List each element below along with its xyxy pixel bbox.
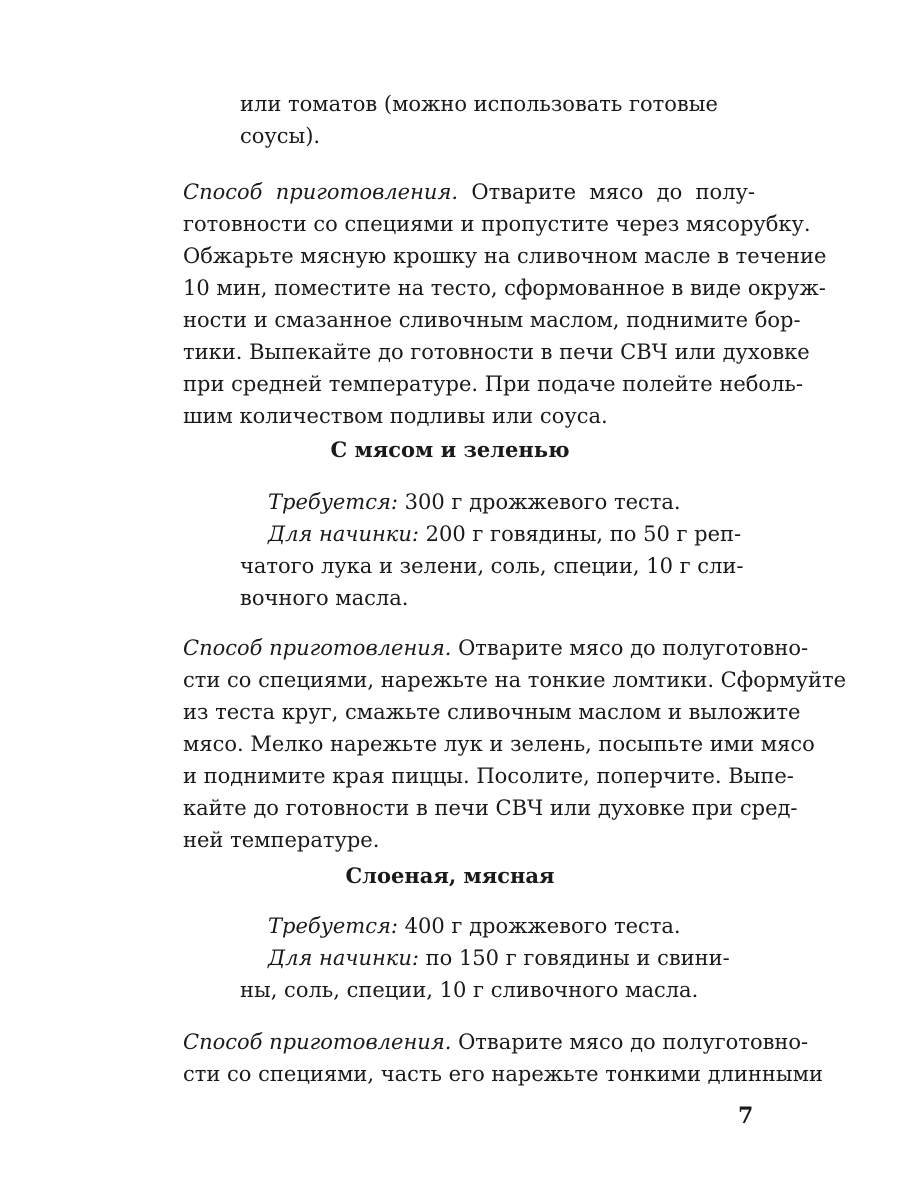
method-label: Способ приготовления. (183, 636, 452, 660)
method-paragraph-line: тики. Выпекайте до готовности в печи СВЧ или духовке (183, 340, 810, 364)
recipe-title: Слоеная, мясная (345, 863, 555, 888)
method-paragraph-line: и поднимите края пиццы. Посолите, поперчите. Выпе- (183, 764, 794, 788)
required-label: Требуется: (268, 914, 398, 938)
required-line: Требуется: 400 г дрожжевого теста. (268, 914, 681, 938)
filling-line: Для начинки: 200 г говядины, по 50 г реп- (268, 522, 742, 546)
filling-line: ны, соль, специи, 10 г сливочного масла. (240, 978, 699, 1002)
ingredients-continuation-line: или томатов (можно использовать готовые (240, 92, 718, 116)
method-paragraph-line: Способ приготовления. Отварите мясо до полуготовно- (183, 636, 809, 660)
method-paragraph-line: 10 мин, поместите на тесто, сформованное в виде окруж- (183, 276, 826, 300)
page-number: 7 (738, 1103, 754, 1129)
method-label: Способ приготовления. (183, 180, 459, 204)
method-paragraph-line: Способ приготовления. Отварите мясо до полу- (183, 180, 755, 204)
method-paragraph-line: кайте до готовности в печи СВЧ или духовке при сред- (183, 796, 798, 820)
filling-label: Для начинки: (268, 522, 419, 546)
method-paragraph-line: Обжарьте мясную крошку на сливочном масле в течение (183, 244, 827, 268)
method-paragraph-line: мясо. Мелко нарежьте лук и зелень, посыпьте ими мясо (183, 732, 815, 756)
method-paragraph-line: сти со специями, часть его нарежьте тонкими длинными (183, 1062, 823, 1086)
required-line: Требуется: 300 г дрожжевого теста. (268, 490, 681, 514)
filling-line: Для начинки: по 150 г говядины и свини- (268, 946, 730, 970)
method-paragraph-line: готовности со специями и пропустите через мясорубку. (183, 212, 811, 236)
method-label: Способ приготовления. (183, 1030, 452, 1054)
ingredients-continuation-line: соусы). (240, 124, 321, 148)
method-paragraph-line: сти со специями, нарежьте на тонкие ломтики. Сформуйте (183, 668, 847, 692)
filling-line: чатого лука и зелени, соль, специи, 10 г сли- (240, 554, 744, 578)
method-paragraph-line: ней температуре. (183, 828, 380, 852)
recipe-title: С мясом и зеленью (330, 437, 570, 462)
method-paragraph-line: ности и смазанное сливочным маслом, поднимите бор- (183, 308, 801, 332)
method-paragraph-line: при средней температуре. При подаче полейте неболь- (183, 372, 803, 396)
method-paragraph-line: из теста круг, смажьте сливочным маслом и выложите (183, 700, 801, 724)
method-paragraph-line: Способ приготовления. Отварите мясо до полуготовно- (183, 1030, 809, 1054)
filling-label: Для начинки: (268, 946, 419, 970)
method-paragraph-line: шим количеством подливы или соуса. (183, 404, 608, 428)
required-label: Требуется: (268, 490, 398, 514)
filling-line: вочного масла. (240, 586, 409, 610)
